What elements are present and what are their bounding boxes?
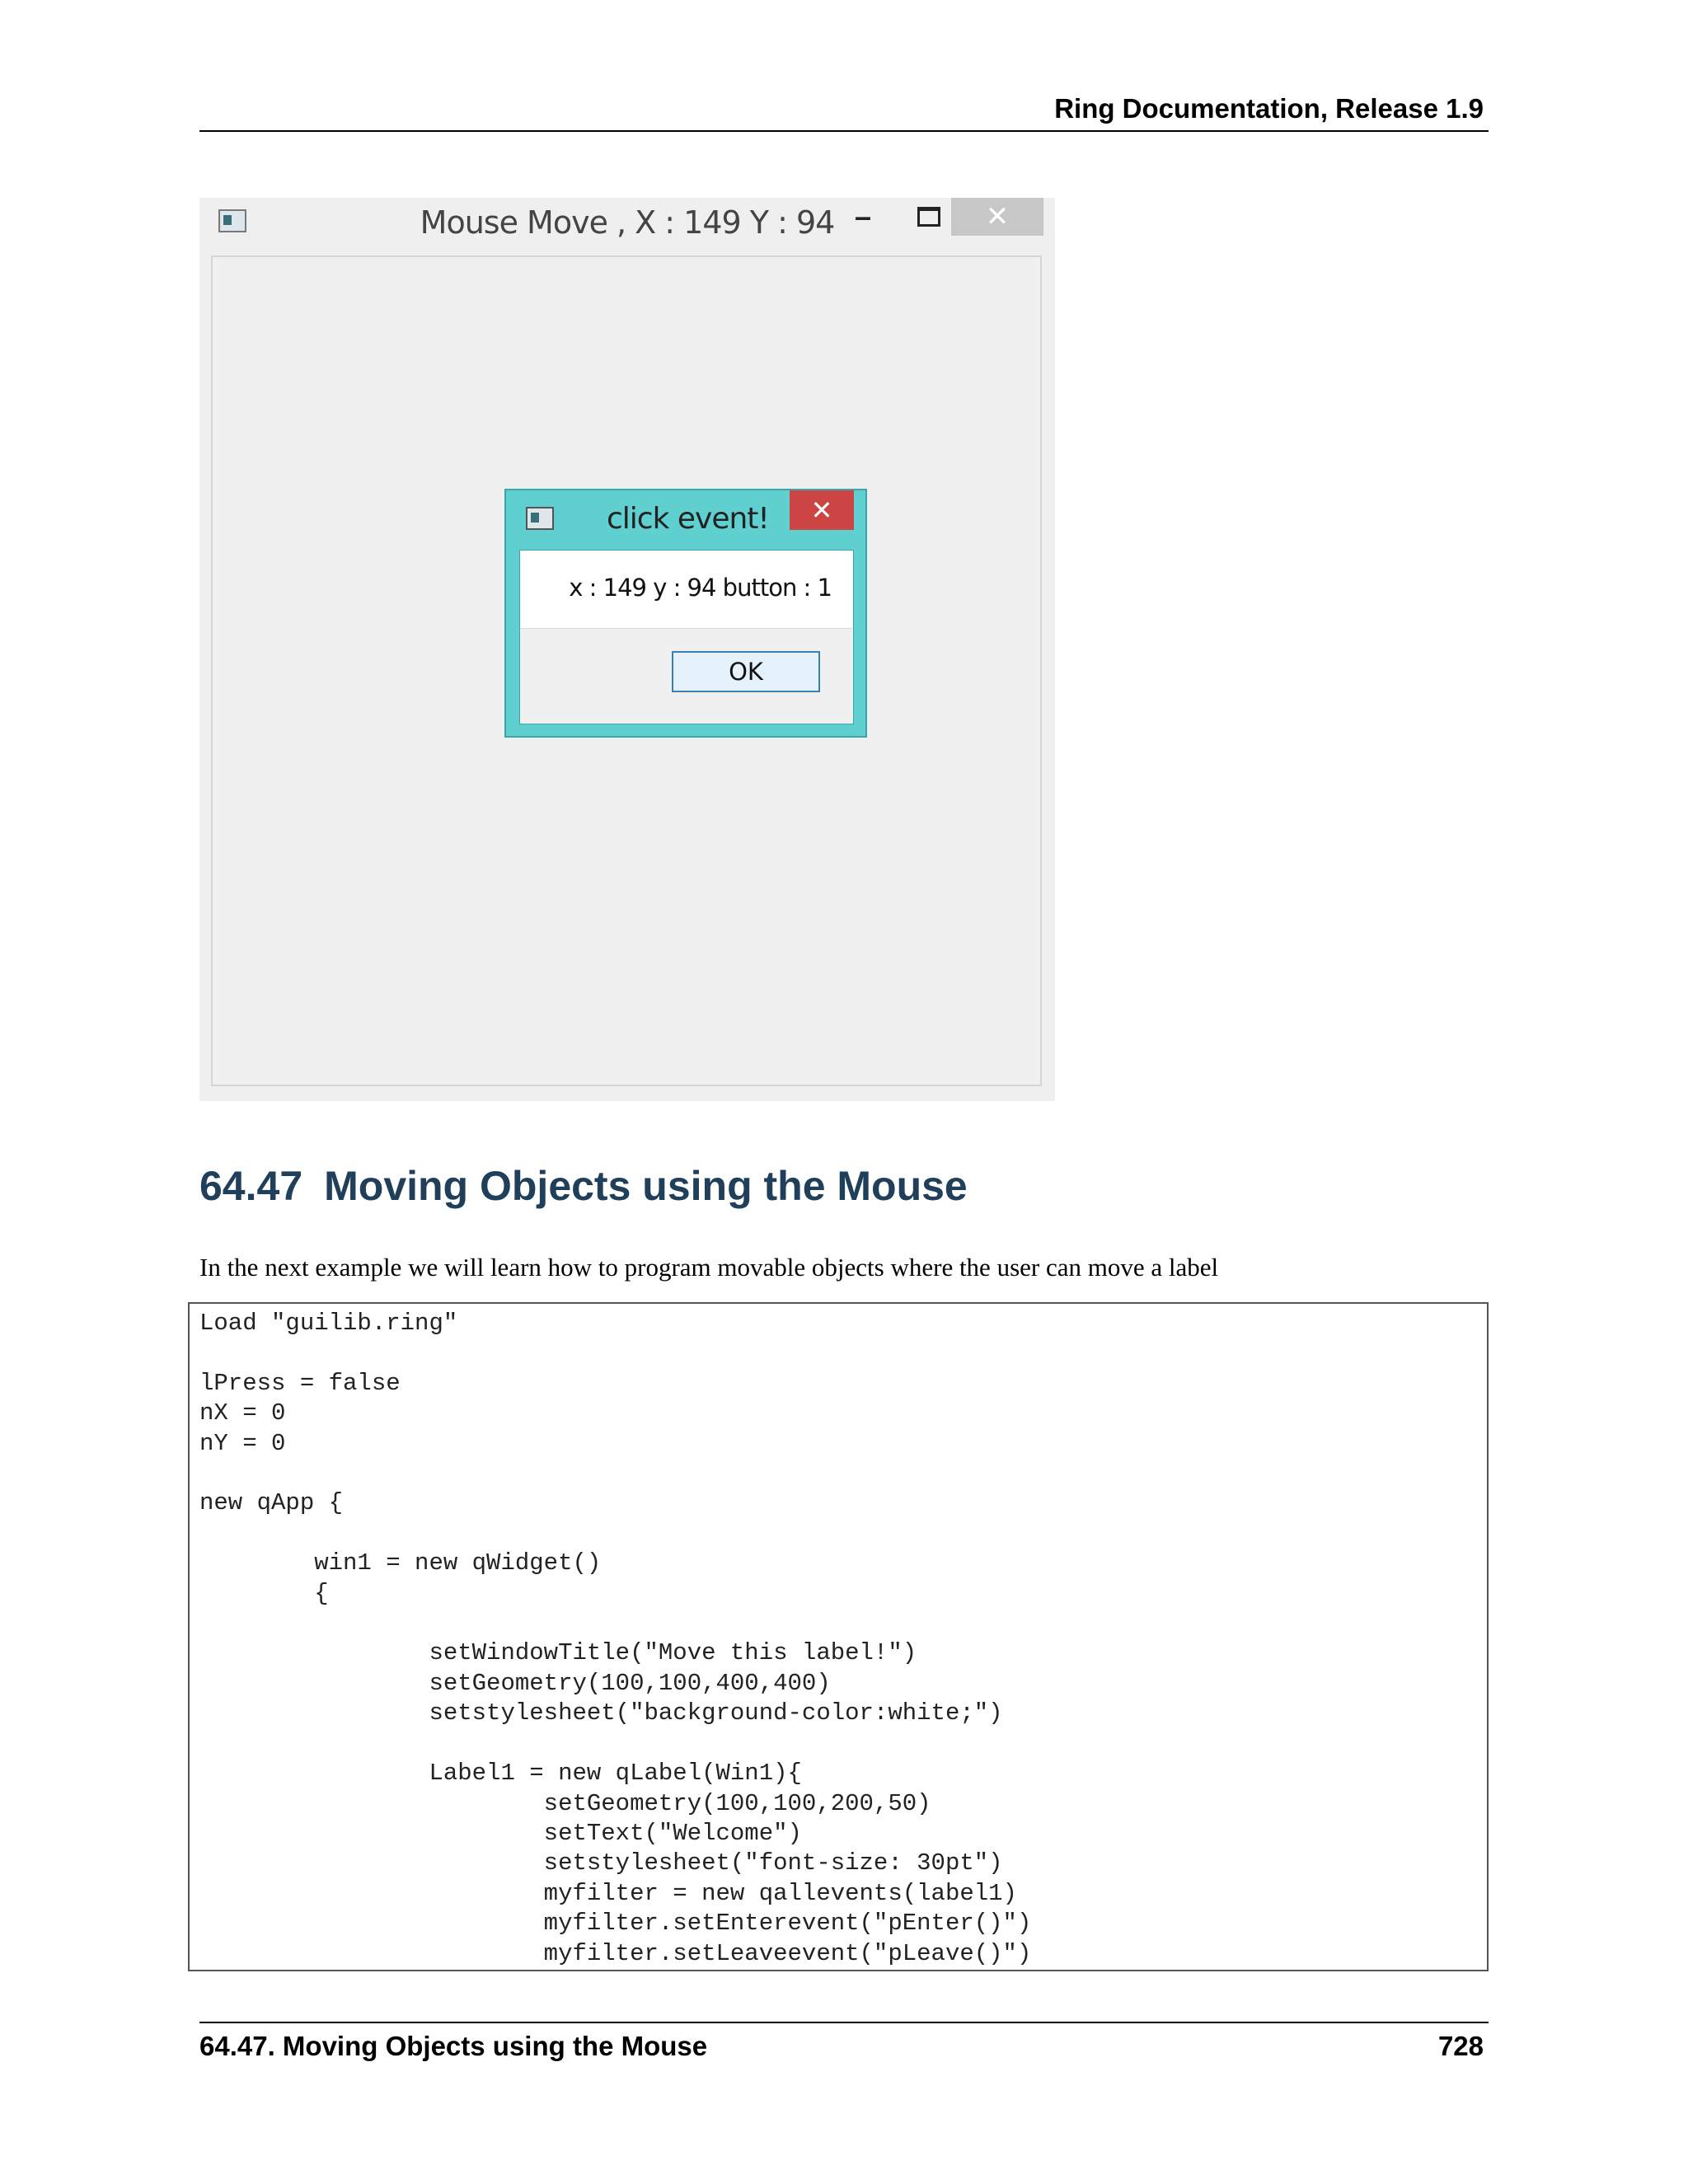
window-title: Mouse Move , X : 149 Y : 94 xyxy=(420,204,835,241)
footer-rule xyxy=(199,2022,1489,2023)
window-titlebar xyxy=(199,198,1055,257)
header-rule xyxy=(199,130,1489,132)
dialog-close-button[interactable] xyxy=(790,490,854,530)
maximize-icon xyxy=(917,207,940,227)
code-text: Load "guilib.ring" lPress = false nX = 0 nY = 0 new qApp { win1 = new qWidget() { setWindowTitle("Move this label!") setGeometry(100,100,400,400) setstylesheet("background-color:white;") Label1 = new qLabel(Win1){ setGeometry(100,100,200,50) setText("Welcome") setstylesheet("font-size: 30pt") myfilter = new qallevents(label1) myfilter.setEnterevent("pEnter()") myfilter.setLeaveevent("pLeave()") xyxy=(199,1310,1032,1967)
minimize-icon: – xyxy=(854,199,872,233)
section-number: 64.47 xyxy=(199,1163,303,1209)
section-heading xyxy=(199,1162,968,1210)
dialog-message: x : 149 y : 94 button : 1 xyxy=(569,574,832,602)
ok-button[interactable]: OK xyxy=(672,651,820,692)
minimize-button[interactable] xyxy=(842,198,884,236)
dialog-message-area xyxy=(520,551,853,629)
screenshot-window xyxy=(199,198,1055,1101)
footer-section: 64.47. Moving Objects using the Mouse xyxy=(199,2031,708,2061)
dialog-body xyxy=(519,550,854,724)
dialog-title: click event! xyxy=(607,502,769,536)
page-number: 728 xyxy=(1437,2031,1484,2061)
message-dialog xyxy=(504,489,867,738)
window-client-area xyxy=(211,255,1042,1086)
dialog-app-icon xyxy=(526,507,554,530)
intro-paragraph: In the next example we will learn how to program movable objects where the user can move a label xyxy=(199,1253,1219,1282)
maximize-button[interactable] xyxy=(908,198,950,236)
section-title: Moving Objects using the Mouse xyxy=(324,1163,968,1209)
page-header-title: Ring Documentation, Release 1.9 xyxy=(1054,93,1484,124)
code-block xyxy=(188,1302,1489,1971)
close-button[interactable] xyxy=(951,198,1043,236)
close-icon: ✕ xyxy=(810,495,833,525)
close-icon: ✕ xyxy=(985,201,1010,232)
